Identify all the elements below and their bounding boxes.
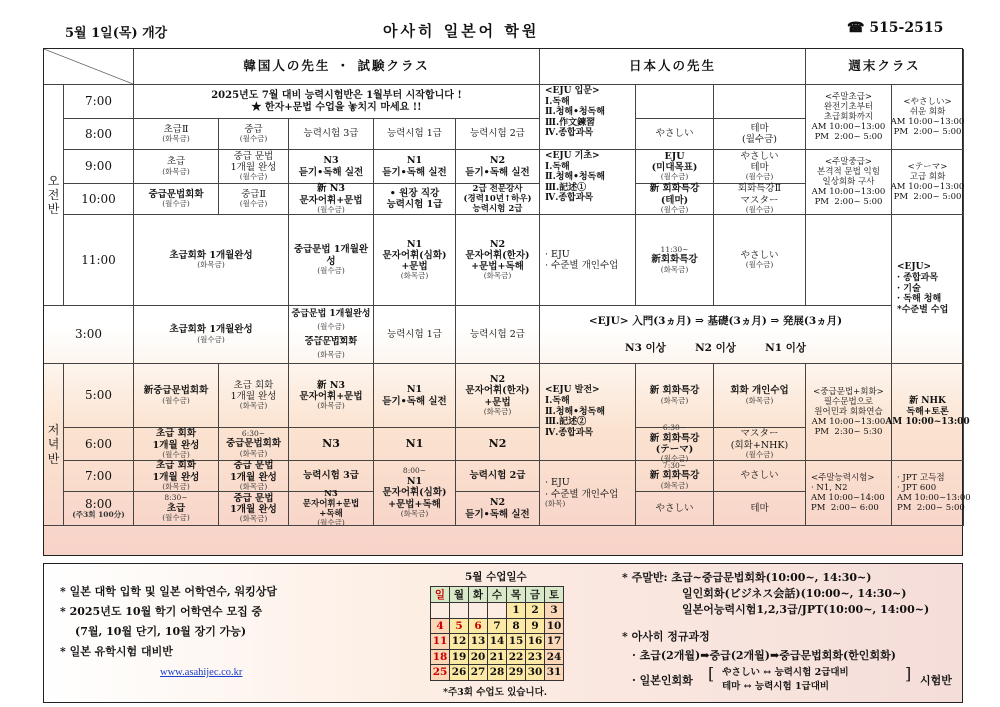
days: (화목금) (239, 481, 268, 491)
class-700-4: N1 문자어휘(심화) +문법+독해 (382, 476, 447, 510)
regular-exam: 시험반 (920, 674, 952, 687)
days: (월수금) (239, 172, 268, 182)
note-4: * 일본 유학시험 대비반 (60, 645, 173, 658)
calendar-day: 28 (488, 665, 507, 681)
days: (월수금) (660, 454, 689, 464)
class-800-1: 초급Ⅱ (163, 123, 189, 135)
bracket-left: [ (708, 664, 715, 683)
class-800-5: 능력시험 2급 (456, 119, 540, 150)
jp-500-2: 회화 개인수업 (730, 385, 789, 397)
days: (화목금) (660, 264, 689, 274)
days: (화목금) (162, 166, 190, 176)
class-500-1: 新중급문법회화 (143, 385, 209, 397)
eju-advanced: <EJU 발전> Ⅰ.독해 Ⅱ.청해•청독해 Ⅲ.記述② Ⅳ.종합과목 (540, 364, 636, 461)
jp-1000-2: 회화특강Ⅱ マスター (737, 183, 782, 206)
calendar-day: 30 (526, 665, 545, 681)
days: (월수금) (162, 449, 190, 459)
calendar-day: 21 (488, 649, 507, 665)
class-500-4: N1 듣기•독해 실전 (374, 364, 456, 428)
jp-700-1-time: 7:30~ (662, 460, 687, 470)
calendar-day: 24 (545, 649, 564, 665)
calendar-day (450, 603, 469, 619)
calendar-day: 29 (507, 665, 526, 681)
calendar-day: 9 (526, 618, 545, 634)
jp-700-2: やさしい (714, 461, 806, 492)
days: (월수금) (745, 449, 774, 459)
days: (화목금) (400, 508, 429, 518)
evening-label: 저 녁 반 (44, 364, 64, 526)
days: (월수금) (745, 260, 774, 270)
jp-1100-3: やさしい (740, 249, 779, 261)
calendar-day: 15 (507, 634, 526, 650)
may-calendar (430, 586, 564, 681)
calendar-header: 금 (526, 587, 545, 603)
class-1100-3: N1 문자어휘(심화) +문법 (382, 238, 447, 273)
calendar-day: 8 (507, 618, 526, 634)
jp-600-1: 新 회화특강 (テーマ) (649, 432, 700, 455)
class-800-2: 중급 (244, 123, 263, 135)
weekend-basic: <주말초급> 완전기초부터 초급회화까지 AM 10:00~13:00 PM 2:00~ 5:00 (806, 85, 892, 150)
jp-600-1-time: 6:30~ (662, 422, 687, 432)
calendar-header: 토 (545, 587, 564, 603)
opening-date: 5월 1일(목) 개강 (65, 26, 168, 41)
time-300: 3:00 (44, 306, 134, 364)
class-300-3: 능력시험 1급 (374, 306, 456, 364)
days: (화목금) (197, 260, 225, 270)
days: (화목금) (400, 271, 429, 281)
class-500-2: 초급 회화 1개월 완성 (230, 379, 277, 403)
calendar-day: 14 (488, 634, 507, 650)
class-700-3: 능력시험 3급 (289, 461, 374, 492)
class-1000-4: • 원장 직강 능력시험 1급 (374, 184, 456, 215)
class-700-1: 초급 회화 1개월 완성 (152, 460, 200, 483)
calendar-day: 19 (450, 649, 469, 665)
morning-label: 오 전 반 (44, 85, 64, 306)
regular-jp: · 일본인회화 (632, 674, 693, 687)
bracket-right: ] (905, 664, 912, 683)
days: (월수금) (317, 322, 345, 332)
days: (화목금) (239, 401, 268, 411)
days: (화목금) (162, 134, 190, 144)
class-600-2-time: 6:30~ (241, 428, 266, 438)
class-800e-5: N2 듣기•독해 실전 (456, 492, 540, 526)
class-800e-1-time: 8:30~ (164, 493, 188, 503)
jp-800e-3: 테마 (714, 492, 806, 526)
days: (화목금) (660, 395, 689, 405)
weekend-jpt: · JPT 고득점 · JPT 600 AM 10:00~13:00 PM 2:00~ 5:00 (892, 461, 964, 526)
class-800-3: 능력시험 3급 (289, 119, 374, 150)
jp-900-1: EJU (미대목표) (651, 150, 698, 174)
class-900-4: N1 듣기•독해 실전 (374, 150, 456, 184)
calendar-header: 일 (431, 587, 450, 603)
calendar-day: 1 (507, 603, 526, 619)
jp-900-2: やさしい 테마 (740, 150, 779, 174)
class-300-2a: 중급문법 1개월완성 (291, 308, 371, 319)
calendar-header: 목 (507, 587, 526, 603)
class-600-3: N3 (289, 428, 374, 461)
days: (화목금) (745, 395, 774, 405)
weekend-jlpt: <주말능력시험> · N1, N2 AM 10:00~14:00 PM 2:00~ 6:00 (806, 461, 892, 526)
calendar-day (469, 603, 488, 619)
time-500: 5:00 (64, 364, 134, 428)
days: (월수금) (660, 172, 689, 182)
class-600-5: N2 (456, 428, 540, 461)
class-1000-5: 2급 전문강사 (경력10년↑하우) 능력시험 2급 (456, 184, 540, 215)
class-300-1: 초급회화 1개월완성 (169, 324, 253, 336)
days: (월수금) (745, 204, 774, 214)
note-2: * 2025년도 10월 학기 어학연수 모집 중 (60, 605, 263, 618)
jp-800-1: やさしい (636, 119, 714, 150)
weekend-yasashii: <やさしい> 쉬운 회화 AM 10:00~13:00 PM 2:00~ 5:00 (892, 85, 964, 150)
col-weekend: 週末クラス (806, 49, 964, 85)
class-900-2: 중급 문법 1개월 완성 (230, 150, 277, 174)
jp-1000-1: 新 회화특강 (테마) (649, 183, 700, 206)
regular-title: * 아사히 정규과정 (622, 630, 710, 643)
days: (화목금) (483, 406, 512, 416)
class-800-4: 능력시험 1급 (374, 119, 456, 150)
jp-600-2: マスター (회화+NHK) (730, 428, 789, 451)
calendar-day: 4 (431, 618, 450, 634)
jp-1100-2: 新회화특강 (651, 254, 698, 266)
time-600: 6:00 (64, 428, 134, 461)
calendar-day: 6 (469, 618, 488, 634)
calendar-day: 18 (431, 649, 450, 665)
jp-800e-1: · EJU · 수준별 개인수업 (545, 477, 619, 500)
jp-800-2: 테마 (월수금) (714, 119, 806, 150)
class-300-4: 능력시험 2급 (456, 306, 540, 364)
days: (월수금) (162, 395, 190, 405)
days: (월수금) (239, 134, 268, 144)
days: (화목금) (660, 480, 689, 490)
calendar-header: 월 (450, 587, 469, 603)
calendar-header: 화 (469, 587, 488, 603)
announce-line2: ★ 한자+문법 수업을 놓치지 마세요 !! (251, 101, 422, 113)
jp-1100-2-time: 11:30~ (660, 244, 689, 254)
col-japanese-teacher: 日本人の先生 (540, 49, 806, 85)
time-800e-note: (주3회 100分) (72, 510, 125, 520)
phone-number: 515-2515 (869, 20, 944, 36)
calendar-day: 2 (526, 603, 545, 619)
weekend-note-2: 일인회화(ビジネス会話)(10:00~, 14:30~) (682, 587, 907, 600)
class-1000-3: 新 N3 문자어휘+문법 (299, 183, 363, 206)
eju-levels: N3 이상 N2 이상 N1 이상 (624, 342, 807, 355)
class-1000-2: 중급Ⅱ (241, 188, 266, 200)
eju-basic: <EJU 기초> Ⅰ.독해 Ⅱ.청해•청독해 Ⅲ.記述① Ⅳ.종합과목 (540, 150, 636, 215)
weekend-grammar: <중급문법+회화> 필수문법으로 원어민과 회화연습 AM 10:00~13:00 PM 2:30~ 5:30 (806, 364, 892, 461)
class-1100-2: 중급문법 1개월완성 (293, 244, 369, 267)
jp-800e-2: やさしい (636, 492, 714, 526)
class-900-3: N3 듣기•독해 실전 (289, 150, 374, 184)
calendar-day: 22 (507, 649, 526, 665)
days: (화목) (545, 498, 566, 508)
regular-yasashii: やさしい ↔ 능력시험 2급대비 (722, 667, 849, 678)
days: (월수금) (239, 199, 268, 209)
announce-line1: 2025년도 7월 대비 능력시험반은 1월부터 시작합니다 ! (211, 89, 462, 101)
class-700-4-time: 8:00~ (402, 466, 427, 476)
days: (화목금) (483, 271, 512, 281)
class-600-4: N1 (374, 428, 456, 461)
calendar-day: 31 (545, 665, 564, 681)
class-600-2: 중급문법회화 (225, 438, 282, 450)
days: (화목금) (317, 401, 345, 411)
days: (월수금) (745, 172, 774, 182)
days: (월수금) (317, 265, 345, 275)
weekend-eju: <EJU> · 종합과목 · 기술 · 독해 청해 *수준별 수업 (892, 215, 964, 364)
weekend-nhk: 新 NHK 독해+토론 AM 10:00~13:00 (892, 364, 964, 461)
phone-icon: ☎ (847, 20, 865, 36)
days: (화목금) (239, 514, 268, 524)
calendar-day: 7 (488, 618, 507, 634)
days: (화목금) (317, 350, 345, 360)
class-900-1: 초급 (166, 156, 186, 168)
website-link[interactable]: www.asahijec.co.kr (160, 667, 243, 678)
calendar-note: *주3회 수업도 있습니다. (443, 687, 548, 698)
calendar-day (488, 603, 507, 619)
col-korean-teacher: 韓国人の先生 ・ 試験クラス (134, 49, 540, 85)
corner-cell (44, 49, 134, 85)
class-900-5: N2 듣기•독해 실전 (456, 150, 540, 184)
regular-theme: 테마 ↔ 능력시험 1급대비 (722, 681, 830, 692)
class-800e-1: 초급 (166, 502, 186, 514)
class-1100-1: 초급회화 1개월완성 (169, 249, 253, 261)
calendar-day: 23 (526, 649, 545, 665)
time-900: 9:00 (64, 150, 134, 184)
days: (월수금) (660, 204, 689, 214)
days: (화목금) (239, 448, 268, 458)
calendar-day (431, 603, 450, 619)
weekend-theme: <テーマ> 고급 회화 AM 10:00~13:00 PM 2:00~ 5:00 (892, 150, 964, 215)
school-title: 아사히 일본어 학원 (383, 22, 540, 40)
calendar-header: 수 (488, 587, 507, 603)
note-3: (7월, 10월 단기, 10월 장기 가능) (75, 625, 247, 638)
empty-jp-700a (636, 85, 714, 119)
days: (월수금) (317, 204, 345, 214)
regular-path: · 초급(2개월)➡중급(2개월)➡중급문법회화(한인회화) (632, 649, 896, 662)
jp-1100-1: · EJU · 수준별 개인수업 (540, 215, 636, 306)
class-300-2b: 중급문법회화 (304, 336, 358, 347)
eju-intro: <EJU 입문> Ⅰ.독해 Ⅱ.청해•청독해 Ⅲ.作文鍊習 Ⅳ.종합과목 (540, 85, 636, 150)
time-800e: 8:00 (85, 497, 112, 511)
time-700e: 7:00 (64, 461, 134, 492)
calendar-day: 17 (545, 634, 564, 650)
time-1100: 11:00 (64, 215, 134, 306)
weekend-mid: <주말중급> 본격적 문법 익힘 일상회화 구사 AM 10:00~13:00 PM 2:00~ 5:00 (806, 150, 892, 215)
class-600-1: 초급 회화 1개월 완성 (152, 428, 200, 451)
class-700-2: 중급 문법 1개월 완성 (230, 460, 277, 483)
calendar-day: 11 (431, 634, 450, 650)
class-500-5: N2 문자어휘(한자) +문법 (465, 374, 530, 408)
time-700: 7:00 (64, 85, 134, 119)
calendar-day: 25 (431, 665, 450, 681)
calendar-day: 3 (545, 603, 564, 619)
jp-500-1: 新 회화특강 (649, 385, 700, 397)
class-1000-1: 중급문법회화 (148, 188, 204, 200)
note-1: * 일본 대학 입학 및 일본 어학연수, 워킹상담 (60, 585, 278, 598)
calendar-day: 13 (469, 634, 488, 650)
days: (월수금) (162, 199, 190, 209)
days: (화목금) (162, 481, 190, 491)
schedule-grid (43, 48, 971, 556)
days: (월수금) (317, 518, 345, 528)
days: (월수금) (162, 513, 190, 523)
jp-700-1: 新 회화특강 (649, 470, 700, 482)
class-1100-4: N2 문자어휘(한자) +문법+독해 (465, 238, 530, 273)
calendar-day: 20 (469, 649, 488, 665)
calendar-day: 12 (450, 634, 469, 650)
class-800e-3: N3 문자어휘+문법 +독해 (302, 489, 360, 520)
calendar-day: 26 (450, 665, 469, 681)
calendar-day: 16 (526, 634, 545, 650)
weekend-note-3: 일본어능력시험1,2,3급/JPT(10:00~, 14:00~) (682, 603, 930, 616)
calendar-day: 10 (545, 618, 564, 634)
calendar-title: 5월 수업일수 (465, 571, 527, 583)
class-700-5: 능력시험 2급 (456, 461, 540, 492)
empty-weekend-1100 (806, 215, 892, 306)
eju-path: <EJU> 入門(3ヵ月) ⇒ 基礎(3ヵ月) ⇒ 発展(3ヵ月) (588, 314, 843, 327)
empty-jp-700b (714, 85, 806, 119)
class-800e-2: 중급 문법 1개월 완성 (230, 492, 277, 516)
weekend-note-1: * 주말반: 초급~중급문법회화(10:00~, 14:30~) (622, 571, 872, 584)
days: (월수금) (197, 334, 225, 344)
time-1000: 10:00 (64, 184, 134, 215)
calendar-day: 5 (450, 618, 469, 634)
calendar-day: 27 (469, 665, 488, 681)
class-500-3: 新 N3 문자어휘+문법 (299, 379, 363, 403)
time-800: 8:00 (64, 119, 134, 150)
